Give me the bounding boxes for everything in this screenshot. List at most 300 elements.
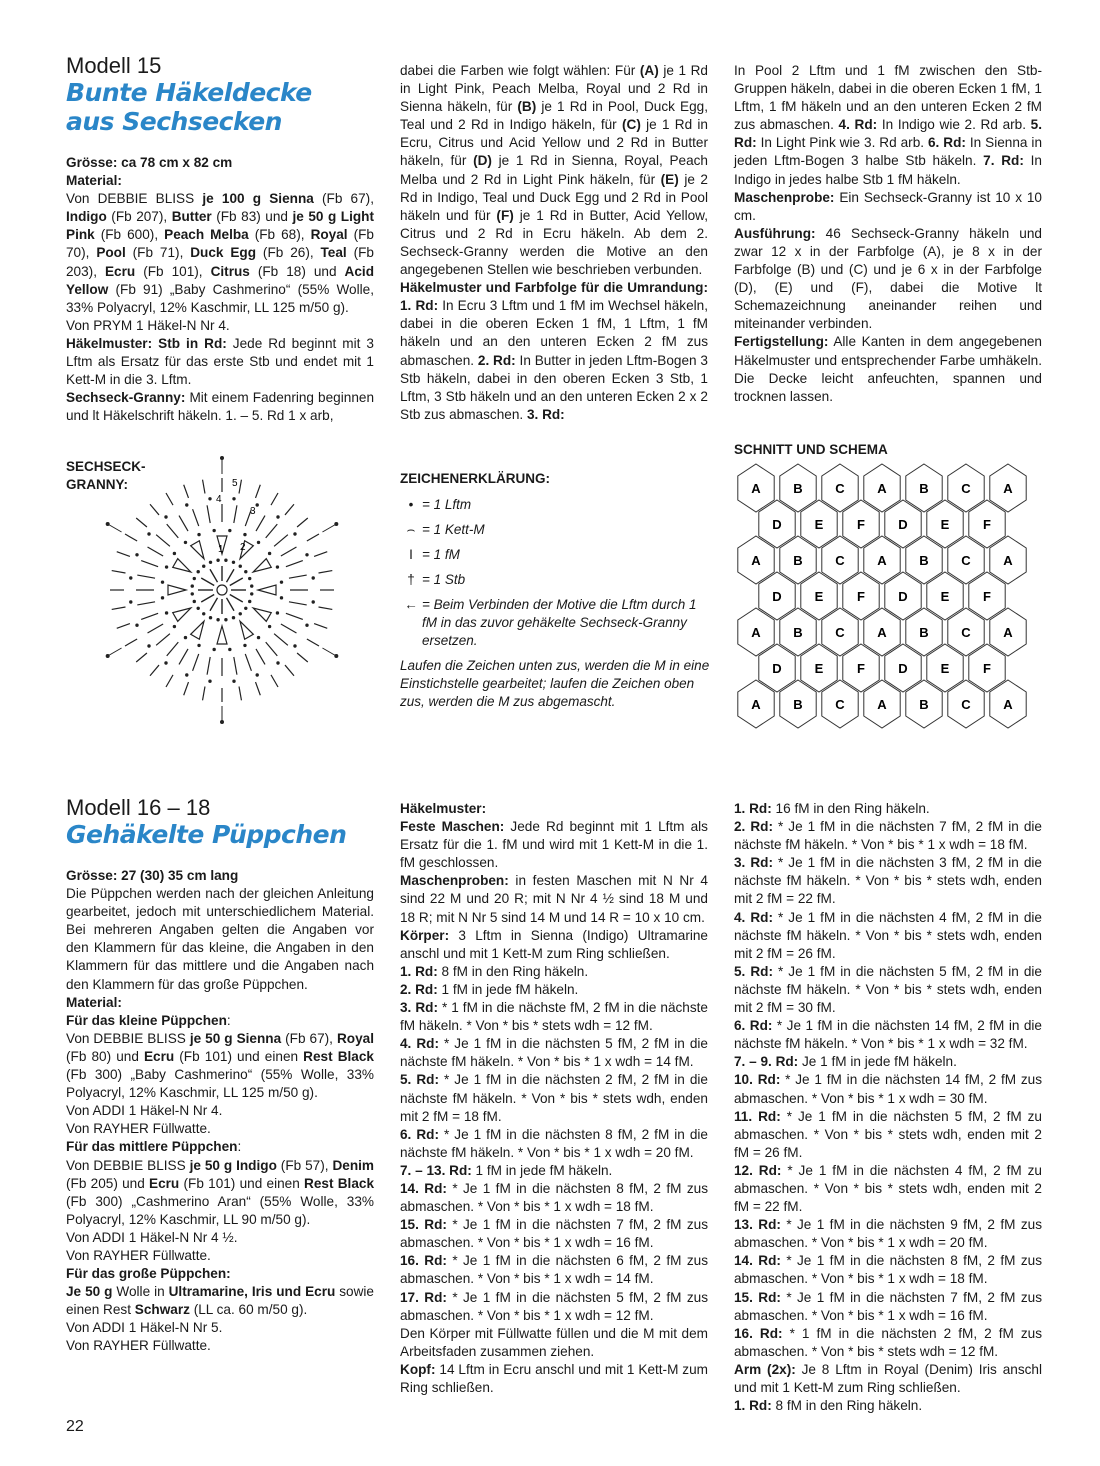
paragraph: [400, 279, 708, 424]
text-run: Je 8 Lftm in Royal (Denim) Iris anschl und mit 1 Kett-M zum Ring schließen.: [734, 1361, 1043, 1395]
chain-dot-icon: [208, 680, 211, 683]
text-run: (Fb 600),: [94, 227, 165, 243]
paragraph: [734, 62, 1042, 189]
paragraph: [400, 1126, 708, 1162]
text-run: * Je 1 fM in die nächsten 7 fM, 2 fM zus abmaschen. * Von * bis * 1 x wdh = 16 fM.: [734, 1289, 1042, 1323]
paragraph: [734, 818, 1042, 854]
text-run: (Fb 300) „Cashmerino Aran“ (55% Wolle, 33% Polyacryl, 12% Kaschmir, LL 90 m/50 g).: [66, 1193, 374, 1227]
text-run: * Je 1 fM in die nächsten 8 fM, 2 fM zus abmaschen. * Von * bis * 1 x wdh = 18 fM.: [400, 1180, 708, 1215]
bold-run: 13. Rd:: [734, 1217, 781, 1233]
chain-dot-icon: [173, 552, 176, 555]
cluster-icon: [253, 559, 271, 572]
chain-dot-icon: [202, 564, 205, 567]
paragraph: [66, 1229, 374, 1247]
schema-hexagon-label: B: [793, 697, 803, 712]
bold-run: je 50 g Light Pink: [66, 209, 374, 243]
text-run: Von ADDI 1 Häkel-N Nr 4.: [66, 1103, 223, 1119]
schema-hexagon-label: A: [1003, 481, 1013, 496]
chain-dot-icon: [239, 612, 242, 615]
bold-run: Ecru: [143, 1048, 175, 1064]
bold-run: 7. – 13. Rd:: [400, 1162, 472, 1178]
chain-dot-icon: [208, 497, 211, 500]
chain-dot-icon: [161, 580, 164, 583]
chain-dot-icon: [135, 553, 138, 556]
schema-diagram: [730, 462, 1030, 732]
legend-note: Laufen die Zeichen unten zus, werden die M in eine Einstichstelle gearbeitet; laufen die Zeichen oben zus, werden die M zus abgemascht.: [400, 658, 710, 709]
bold-run: Häkelmuster und Farbfolge für die Umrandung: 1. Rd:: [400, 280, 708, 314]
cluster-icon: [253, 608, 271, 621]
paragraph: [400, 1035, 708, 1071]
chain-dot-icon: [248, 600, 251, 603]
text-run: 3 Lftm in Sienna (Indigo) Ultramarine anschl und mit 1 Kett-M zum Ring schließen.: [400, 927, 708, 961]
chain-dot-icon: [268, 625, 271, 628]
paragraph: [66, 1030, 374, 1102]
text-run: 14 Lftm in Ecru anschl und mit 1 Kett-M zum Ring schließen.: [400, 1361, 708, 1395]
paragraph: [400, 1252, 708, 1288]
stitch-stb-icon: [203, 687, 205, 701]
bold-run: Peach Melba: [164, 227, 249, 243]
bold-run: 3. Rd:: [526, 406, 565, 422]
bold-run: Körper:: [400, 927, 450, 943]
chain-dot-icon: [276, 611, 279, 614]
bold-run: Schwarz: [134, 1302, 190, 1318]
text-run: Von ADDI 1 Häkel-N Nr 4 ½.: [66, 1229, 238, 1245]
chain-dot-icon: [243, 644, 246, 647]
modell15-title-line1: Bunte Häkeldecke: [66, 78, 312, 107]
chain-dot-icon: [212, 529, 215, 532]
schema-hexagon-label: E: [814, 589, 824, 604]
text-run: * Je 1 fM in die nächsten 7 fM, 2 fM in die nächste fM häkeln. * Von * bis * 1 x wdh = 18 fM.: [734, 819, 1042, 853]
bold-run: Duck Egg: [190, 245, 257, 261]
stitch-stb-icon: [112, 607, 126, 609]
schema-hexagon-label: B: [919, 625, 929, 640]
chain-dot-icon: [193, 577, 196, 580]
stitch-stb-icon: [234, 657, 237, 675]
paragraph: [734, 1017, 1042, 1053]
bold-run: Royal: [310, 227, 348, 243]
bold-run: Kopf:: [400, 1361, 436, 1377]
paragraph: [734, 1071, 1042, 1107]
stitch-stb-icon: [271, 675, 278, 687]
chain-dot-icon: [243, 533, 246, 536]
stitch-stb-icon: [148, 624, 164, 633]
schema-hexagon-label: E: [940, 589, 950, 604]
chain-dot-icon: [228, 648, 231, 651]
stitch-stb-icon: [112, 571, 126, 573]
text-run: In Ecru 3 Lftm und 1 fM im Wechsel häkeln, dabei in die oberen Ecken 1 fM, 1 Lftm, 1 fM häkeln und an den unteren Ecken 2 fM zus abmaschen.: [400, 298, 708, 368]
arrow-head-icon: [220, 720, 224, 724]
modell15-title-line2: aus Sechsecken: [66, 107, 282, 136]
text-run: (Fb 101),: [135, 263, 211, 279]
text-run: (Fb 203),: [66, 245, 374, 279]
bold-run: je 100 g Sienna: [202, 191, 314, 207]
paragraph: [66, 1283, 374, 1319]
text-run: Von DEBBIE BLISS: [66, 191, 203, 207]
chain-dot-icon: [193, 600, 196, 603]
modell16-col2: [400, 800, 708, 1397]
paragraph: [734, 1108, 1042, 1162]
bold-run: 5. Rd:: [734, 117, 1042, 151]
chain-dot-icon: [312, 600, 315, 603]
paragraph: [734, 225, 1042, 334]
paragraph: [734, 1053, 1042, 1071]
stitch-stb-icon: [234, 505, 237, 523]
schema-hexagon-label: A: [877, 481, 887, 496]
stitch-stb-icon: [307, 639, 319, 646]
chain-dot-icon: [164, 661, 167, 664]
text-run: Je 1 fM in jede fM häkeln.: [798, 1054, 957, 1070]
paragraph: [400, 927, 708, 963]
stitch-stb-icon: [136, 518, 147, 527]
chain-dot-icon: [184, 636, 187, 639]
schema-hexagon-label: D: [772, 661, 782, 676]
schema-hexagon-label: B: [919, 481, 929, 496]
stitch-stb-icon: [184, 485, 189, 498]
paragraph: [400, 1289, 708, 1325]
stitch-stb-icon: [179, 649, 188, 665]
join-arrow-icon: [322, 524, 336, 532]
chain-dot-icon: [165, 565, 168, 568]
schema-hexagon-label: A: [751, 553, 761, 568]
bold-run: Grösse: 27 (30) 35 cm lang: [66, 868, 239, 883]
cluster-icon: [173, 608, 191, 621]
paragraph: [400, 1325, 708, 1361]
legend-symbol-icon: •: [408, 497, 414, 512]
text-run: :: [226, 1012, 231, 1028]
chain-dot-icon: [276, 515, 279, 518]
chain-dot-icon: [129, 600, 132, 603]
text-run: :: [237, 1139, 242, 1155]
paragraph: [400, 800, 708, 818]
chain-dot-icon: [280, 596, 283, 599]
bold-run: Feste Maschen:: [400, 819, 505, 835]
legend-item: [400, 521, 710, 539]
paragraph: [66, 1138, 374, 1156]
chain-dot-icon: [250, 592, 253, 595]
modell15-col2-text: [400, 62, 708, 424]
stitch-stb-icon: [227, 598, 235, 611]
stitch-stb-icon: [148, 547, 164, 556]
chain-dot-icon: [209, 616, 212, 619]
text-run: Ein Sechseck-Granny ist 10 x 10 cm.: [734, 189, 1042, 223]
cluster-icon: [191, 621, 204, 639]
bold-run: Ecru: [149, 1175, 180, 1191]
schema-hexagon-label: C: [835, 481, 845, 496]
round-number: 5: [232, 478, 238, 489]
round-number: 4: [216, 494, 222, 505]
text-run: * Je 1 fM in die nächsten 2 fM, 2 fM in die nächste fM häkeln. * Von * bis * stets wdh, enden mit 2 fM = 18 fM.: [400, 1072, 708, 1124]
bold-run: 3. Rd:: [734, 855, 773, 871]
stitch-stb-icon: [285, 665, 294, 676]
legend-text: = 1 fM: [422, 547, 460, 562]
stitch-stb-icon: [193, 509, 199, 526]
chain-dot-icon: [129, 576, 132, 579]
text-run: 1 fM in jede fM häkeln.: [437, 981, 579, 997]
bold-run: 10. Rd:: [734, 1072, 781, 1088]
text-run: * Je 1 fM in die nächsten 7 fM, 2 fM zus abmaschen. * Von * bis * 1 x wdh = 16 fM.: [400, 1217, 708, 1251]
bold-run: Arm (2x):: [734, 1361, 796, 1377]
text-run: Die Püppchen werden nach der gleichen Anleitung gearbeitet, jedoch mit unterschiedlichem Material. Bei mehreren Angaben gelten die Angaben vor den Klammern für das kleine, die Angaben in den Klammern für das mittlere und die Angaben nach den Klammern für das große Püppchen.: [66, 886, 374, 992]
text-run: (Fb 67),: [313, 191, 374, 207]
stitch-stb-icon: [274, 634, 288, 646]
paragraph: [400, 1071, 708, 1125]
arrow-head-icon: [334, 654, 338, 658]
chain-dot-icon: [196, 607, 199, 610]
chain-dot-icon: [228, 529, 231, 532]
chain-dot-icon: [184, 541, 187, 544]
modell16-title: Gehäkelte Püppchen: [66, 820, 347, 849]
text-run: Von DEBBIE BLISS: [66, 1157, 190, 1173]
paragraph: [400, 1216, 708, 1252]
modell16-col3: [734, 800, 1042, 1415]
paragraph: [400, 818, 708, 872]
text-run: (Fb 71),: [125, 245, 191, 261]
legend-text: = 1 Kett-M: [422, 522, 485, 537]
bold-run: 2. Rd:: [734, 819, 773, 835]
bold-run: 1. Rd:: [734, 801, 772, 816]
stitch-stb-icon: [271, 493, 278, 505]
stitch-stb-icon: [117, 624, 130, 629]
text-run: In Indigo wie 2. Rd arb.: [877, 117, 1031, 133]
text-run: 8 fM in den Ring häkeln.: [771, 1398, 923, 1414]
paragraph: [66, 1157, 374, 1229]
chain-dot-icon: [173, 625, 176, 628]
text-run: * Je 1 fM in die nächsten 5 fM, 2 fM in die nächste fM häkeln. * Von * bis * stets wdh, enden mit 2 fM = 30 fM.: [734, 963, 1042, 1016]
schema-title: SCHNITT UND SCHEMA: [734, 442, 888, 457]
bold-run: Royal: [336, 1030, 374, 1046]
stitch-stb-icon: [274, 535, 288, 547]
bold-run: Für das große Püppchen:: [66, 1266, 231, 1282]
modell15-col1-text: [66, 154, 374, 425]
bold-run: 6. Rd:: [400, 1126, 439, 1142]
chain-dot-icon: [250, 584, 253, 587]
ring-icon: [217, 585, 227, 595]
bold-run: 6. Rd:: [928, 135, 966, 151]
chain-dot-icon: [191, 584, 194, 587]
paragraph: [66, 867, 374, 885]
text-run: (Fb 91) „Baby Cashmerino“ (55% Wolle, 33% Polyacryl, 12% Kaschmir, LL 125 m/50 g).: [66, 281, 374, 315]
bold-run: 1. Rd:: [400, 963, 438, 979]
bold-run: 16. Rd:: [400, 1253, 447, 1269]
text-run: 8 fM in den Ring häkeln.: [437, 963, 589, 979]
schema-hexagon-label: E: [814, 517, 824, 532]
paragraph: [66, 335, 374, 389]
stitch-stb-icon: [256, 485, 261, 498]
bold-run: 7. – 9. Rd:: [734, 1054, 799, 1070]
paragraph: [400, 1162, 708, 1180]
chain-dot-icon: [224, 559, 227, 562]
text-run: (Fb 57),: [276, 1157, 333, 1173]
stitch-stb-icon: [286, 613, 303, 619]
chain-dot-icon: [197, 644, 200, 647]
bold-run: 14. Rd:: [734, 1253, 781, 1269]
stitch-stb-icon: [136, 653, 147, 662]
stitch-stb-icon: [201, 595, 214, 603]
paragraph: [734, 1252, 1042, 1288]
stitch-stb-icon: [230, 595, 243, 603]
stitch-stb-icon: [193, 654, 199, 671]
bold-run: 17. Rd:: [400, 1289, 447, 1305]
text-run: Alle Kanten in dem angegebenen Häkelmuster und entsprechender Farbe umhäkeln. Die Decke leicht anfeuchten, spannen und trocknen lassen.: [734, 334, 1042, 404]
join-arrow-icon: [108, 524, 122, 532]
paragraph: [400, 62, 708, 279]
text-run: * 1 fM in die nächsten 2 fM, 2 fM zus abmaschen. * Von * bis * stets wdh = 12 fM.: [734, 1325, 1042, 1359]
text-run: Von RAYHER Füllwatte.: [66, 1338, 211, 1354]
chain-dot-icon: [305, 624, 308, 627]
text-run: In Indigo in jedes halbe Stb 1 fM häkeln.: [734, 153, 1042, 187]
schema-hexagon-label: E: [814, 661, 824, 676]
bold-run: 15. Rd:: [734, 1289, 781, 1305]
text-run: (Fb 67),: [281, 1030, 337, 1046]
bold-run: Material:: [66, 173, 122, 189]
paragraph: [66, 1247, 374, 1265]
legend-heading: ZEICHENERKLÄRUNG:: [400, 471, 550, 486]
paragraph: [400, 872, 708, 926]
bold-run: 4. Rd:: [400, 1036, 439, 1052]
join-arrow-icon: [322, 648, 336, 656]
schema-hexagon-label: B: [919, 553, 929, 568]
text-run: (Fb 83) und: [211, 209, 293, 225]
text-run: sowie einen Rest: [66, 1284, 374, 1318]
modell16-col3-text: [734, 800, 1042, 1415]
schema-hexagon-label: A: [1003, 697, 1013, 712]
legend-item: [400, 596, 710, 650]
paragraph: [66, 1337, 374, 1355]
bold-run: Denim: [332, 1157, 374, 1173]
schema-hexagon-label: F: [857, 589, 865, 604]
bold-run: Häkelmuster:: [400, 801, 487, 816]
text-run: * Je 1 fM in die nächsten 5 fM, 2 fM zu abmaschen. * Von * bis * stets wdh, enden mit 2 fM = 26 fM.: [734, 1108, 1042, 1160]
bold-run: je 50 g Indigo: [189, 1157, 277, 1173]
paragraph: [400, 981, 708, 999]
bold-run: Rest Black: [303, 1048, 374, 1064]
stitch-stb-icon: [297, 518, 308, 527]
bold-run: 6. Rd:: [734, 1018, 773, 1034]
schema-hexagon-label: F: [983, 589, 991, 604]
stitch-stb-icon: [266, 524, 278, 538]
text-run: Von ADDI 1 Häkel-N Nr 5.: [66, 1320, 223, 1336]
chain-dot-icon: [256, 673, 259, 676]
modell15-col3-text: [734, 62, 1042, 406]
bold-run: 12. Rd:: [734, 1162, 782, 1178]
cluster-icon: [217, 626, 227, 644]
stitch-stb-icon: [210, 569, 218, 582]
bold-run: 11. Rd:: [734, 1108, 781, 1124]
round-number: 1: [218, 544, 224, 555]
stitch-stb-icon: [184, 682, 189, 695]
stitch-stb-icon: [256, 516, 265, 532]
stitch-stb-icon: [281, 624, 297, 633]
text-run: * Je 1 fM in die nächsten 4 fM, 2 fM in die nächste fM häkeln. * Von * bis * stets wdh, enden mit 2 fM = 26 fM.: [734, 909, 1042, 961]
stitch-stb-icon: [307, 534, 319, 541]
text-run: (Fb 300) „Baby Cashmerino“ (55% Wolle, 33% Polyacryl, 12% Kaschmir, LL 125 m/50 g).: [66, 1067, 374, 1101]
paragraph: [66, 172, 374, 190]
schema-hexagon-label: C: [835, 625, 845, 640]
stitch-stb-icon: [286, 561, 303, 567]
text-run: Mit einem Fadenring beginnen und lt Häkelschrift häkeln. 1. – 5. Rd 1 x arb,: [66, 390, 374, 424]
schema-hexagon-label: F: [983, 517, 991, 532]
text-run: Den Körper mit Füllwatte füllen und die M mit dem Arbeitsfaden zusammen ziehen.: [400, 1325, 708, 1359]
legend-symbol-icon: I: [409, 547, 413, 562]
text-run: 16 fM in den Ring häkeln.: [771, 801, 930, 816]
chain-dot-icon: [165, 611, 168, 614]
chain-dot-icon: [293, 532, 296, 535]
arrow-head-icon: [220, 456, 224, 460]
text-run: * 1 fM in die nächste fM, 2 fM in die nächste fM häkeln. * Von * bis * stets wdh = 12 fM.: [400, 1000, 708, 1034]
paragraph: [734, 854, 1042, 908]
text-run: * Je 1 fM in die nächsten 6 fM, 2 fM zus abmaschen. * Von * bis * 1 x wdh = 14 fM.: [400, 1253, 708, 1287]
stitch-stb-icon: [210, 598, 218, 611]
chain-dot-icon: [276, 565, 279, 568]
join-arrow-icon: [108, 648, 122, 656]
stitch-stb-icon: [137, 575, 155, 578]
text-run: (Fb 18) und: [249, 263, 345, 279]
stitch-stb-icon: [256, 682, 261, 695]
text-run: Jede Rd beginnt mit 3 Lftm als Ersatz für das erste Stb und endet mit 1 Kett-M in die 3. Lftm.: [66, 335, 374, 388]
cluster-icon: [168, 585, 186, 595]
bold-run: Grösse: ca 78 cm x 82 cm: [66, 155, 233, 170]
bold-run: (B): [517, 99, 537, 115]
schema-hexagon-label: B: [793, 553, 803, 568]
text-run: Von PRYM 1 Häkel-N Nr 4.: [66, 317, 230, 333]
bold-run: Maschenproben:: [400, 873, 509, 889]
stitch-stb-icon: [201, 578, 214, 586]
chain-dot-icon: [191, 592, 194, 595]
stitch-stb-icon: [319, 607, 333, 609]
stitch-stb-icon: [281, 547, 297, 556]
bold-run: (D): [473, 153, 492, 169]
schema-hexagon-label: A: [877, 697, 887, 712]
paragraph: [66, 1120, 374, 1138]
modell16-col2-text: [400, 800, 708, 1397]
bold-run: Je 50 g: [66, 1284, 113, 1300]
bold-run: Rest Black: [304, 1175, 374, 1191]
paragraph: [734, 1162, 1042, 1216]
bold-run: (C): [621, 117, 641, 133]
paragraph: [66, 885, 374, 994]
stitch-stb-icon: [125, 534, 137, 541]
cluster-icon: [191, 541, 204, 559]
schema-hexagon-label: A: [1003, 553, 1013, 568]
chain-dot-icon: [257, 541, 260, 544]
paragraph: [734, 800, 1042, 818]
stitch-stb-icon: [141, 561, 158, 567]
bold-run: (E): [660, 171, 679, 187]
stitch-stb-icon: [285, 504, 294, 515]
text-run: Jede Rd beginnt mit 1 Lftm als Ersatz für die 1. fM und wird mit 1 Kett-M in die 1. fM geschlossen.: [400, 819, 708, 871]
modell15-col1: [66, 54, 374, 425]
stitch-stb-icon: [137, 602, 155, 605]
schema-hexagon-label: C: [835, 697, 845, 712]
chain-dot-icon: [202, 612, 205, 615]
bold-run: Häkelmuster: Stb in Rd:: [66, 335, 227, 351]
bold-run: 16. Rd:: [734, 1325, 783, 1341]
paragraph: [66, 1012, 374, 1030]
chain-dot-icon: [268, 552, 271, 555]
chain-dot-icon: [232, 561, 235, 564]
paragraph: [400, 1180, 708, 1216]
cluster-icon: [173, 559, 191, 572]
bold-run: 5. Rd:: [400, 1072, 439, 1088]
granny-chart: [100, 442, 350, 742]
stitch-stb-icon: [207, 505, 210, 523]
arrow-head-icon: [334, 522, 338, 526]
bold-run: (F): [496, 207, 514, 223]
chain-dot-icon: [185, 503, 188, 506]
bold-run: 14. Rd:: [400, 1180, 447, 1196]
legend-symbol-icon: ←: [404, 597, 418, 612]
chain-dot-icon: [239, 564, 242, 567]
